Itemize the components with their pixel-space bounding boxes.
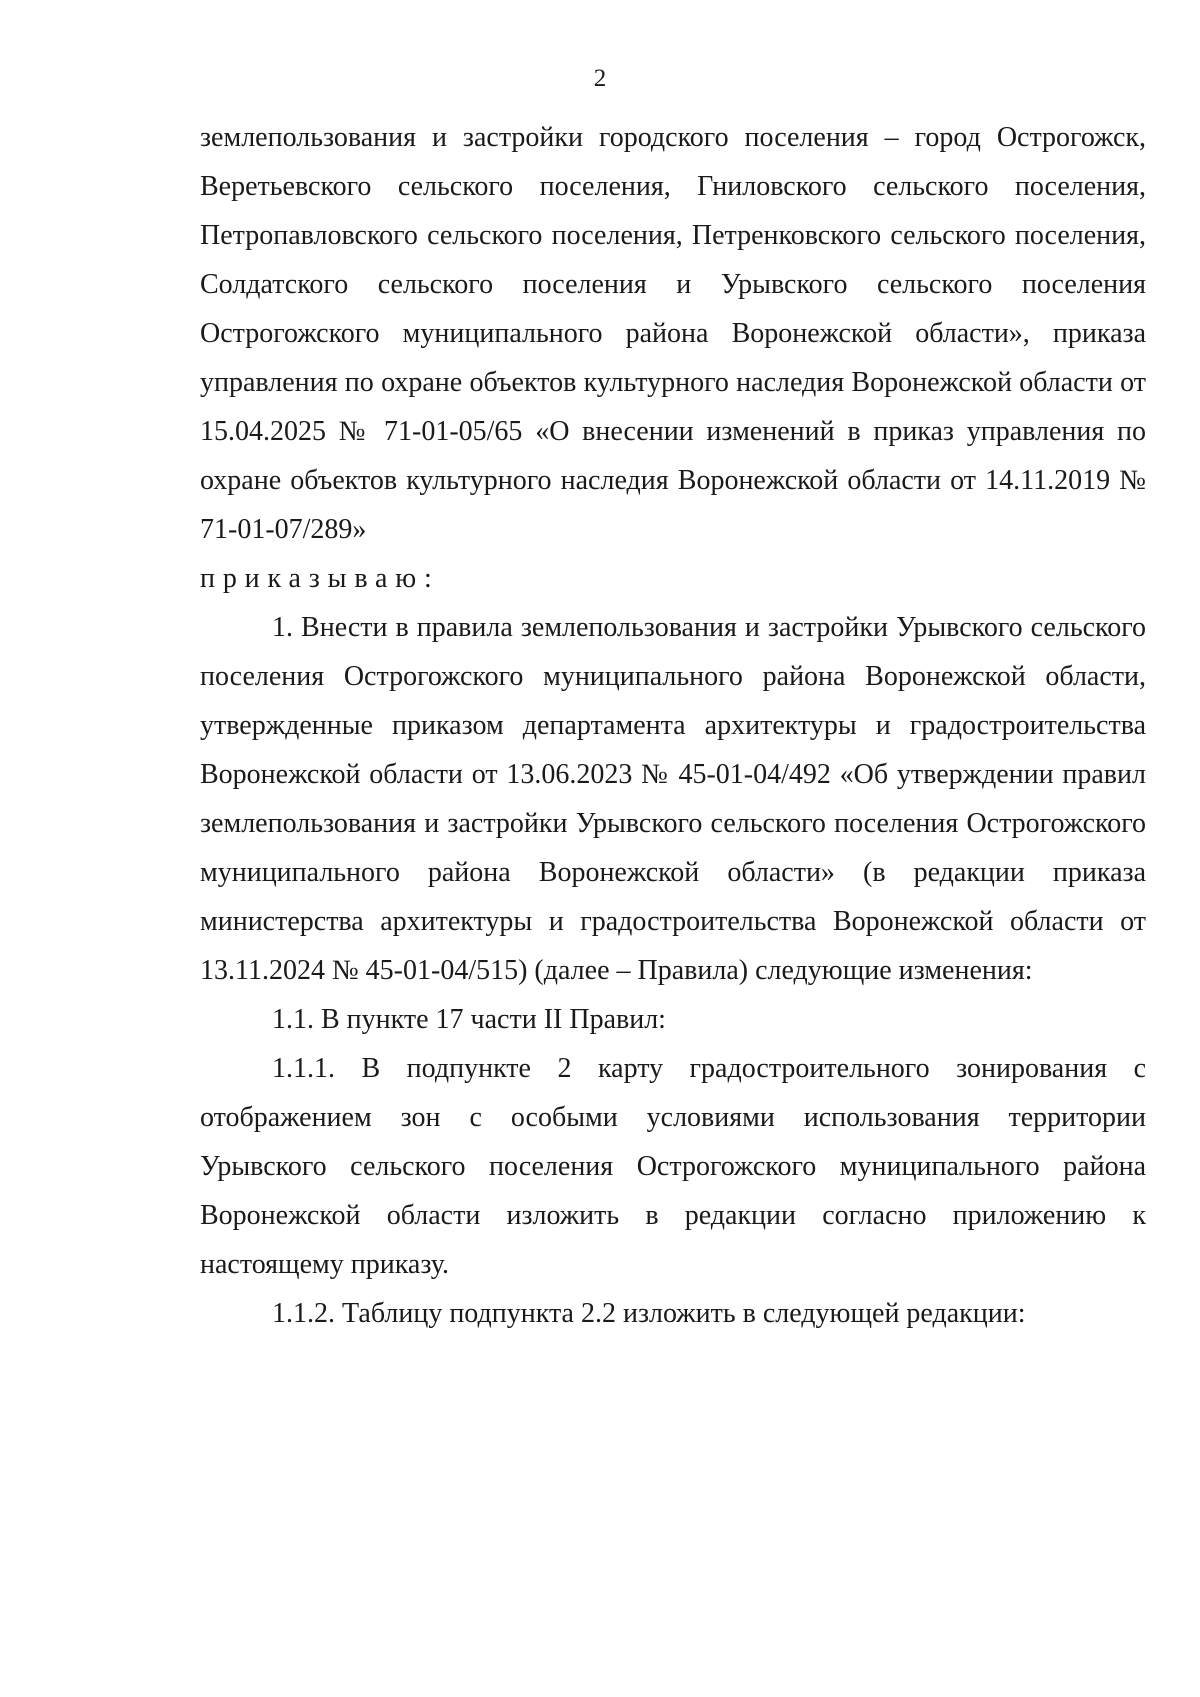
paragraph-item-1-1-2: 1.1.2. Таблицу подпункта 2.2 изложить в следующей редакции: bbox=[272, 1298, 1026, 1329]
paragraph-item-1-1-1: 1.1.1. В подпункте 2 карту градостроительного зонирования с отображением зон с особыми условиями использования территории Урывского сельского поселения Острогожского муниципального района Воронежской области изложить в редакции согласно приложению к настоящему приказу. bbox=[200, 1053, 1146, 1280]
paragraph-order-word: приказываю: bbox=[200, 563, 440, 594]
paragraph-item-1-1: 1.1. В пункте 17 части II Правил: bbox=[272, 1004, 666, 1035]
document-body bbox=[200, 113, 1146, 1338]
paragraph-continuation: землепользования и застройки городского поселения – город Острогожск, Веретьевского сельского поселения, Гниловского сельского поселения, Петропавловского сельского поселения, Петренковского сельского поселения, Солдатского сельского поселения и Урывского сельского поселения Острогожского муниципального района Воронежской области», приказа управления по охране объектов культурного наследия Воронежской области от 15.04.2025 № 71-01-05/65 «О внесении изменений в приказ управления по охране объектов культурного наследия Воронежской области от 14.11.2019 № 71-01-07/289» bbox=[200, 122, 1146, 545]
paragraph-item-1: 1. Внести в правила землепользования и застройки Урывского сельского поселения Острогожского муниципального района Воронежской области, утвержденные приказом департамента архитектуры и градостроительства Воронежской области от 13.06.2023 № 45-01-04/492 «Об утверждении правил землепользования и застройки Урывского сельского поселения Острогожского муниципального района Воронежской области» (в редакции приказа министерства архитектуры и градостроительства Воронежской области от 13.11.2024 № 45-01-04/515) (далее – Правила) следующие изменения: bbox=[200, 612, 1146, 986]
page-number: 2 bbox=[593, 65, 607, 92]
